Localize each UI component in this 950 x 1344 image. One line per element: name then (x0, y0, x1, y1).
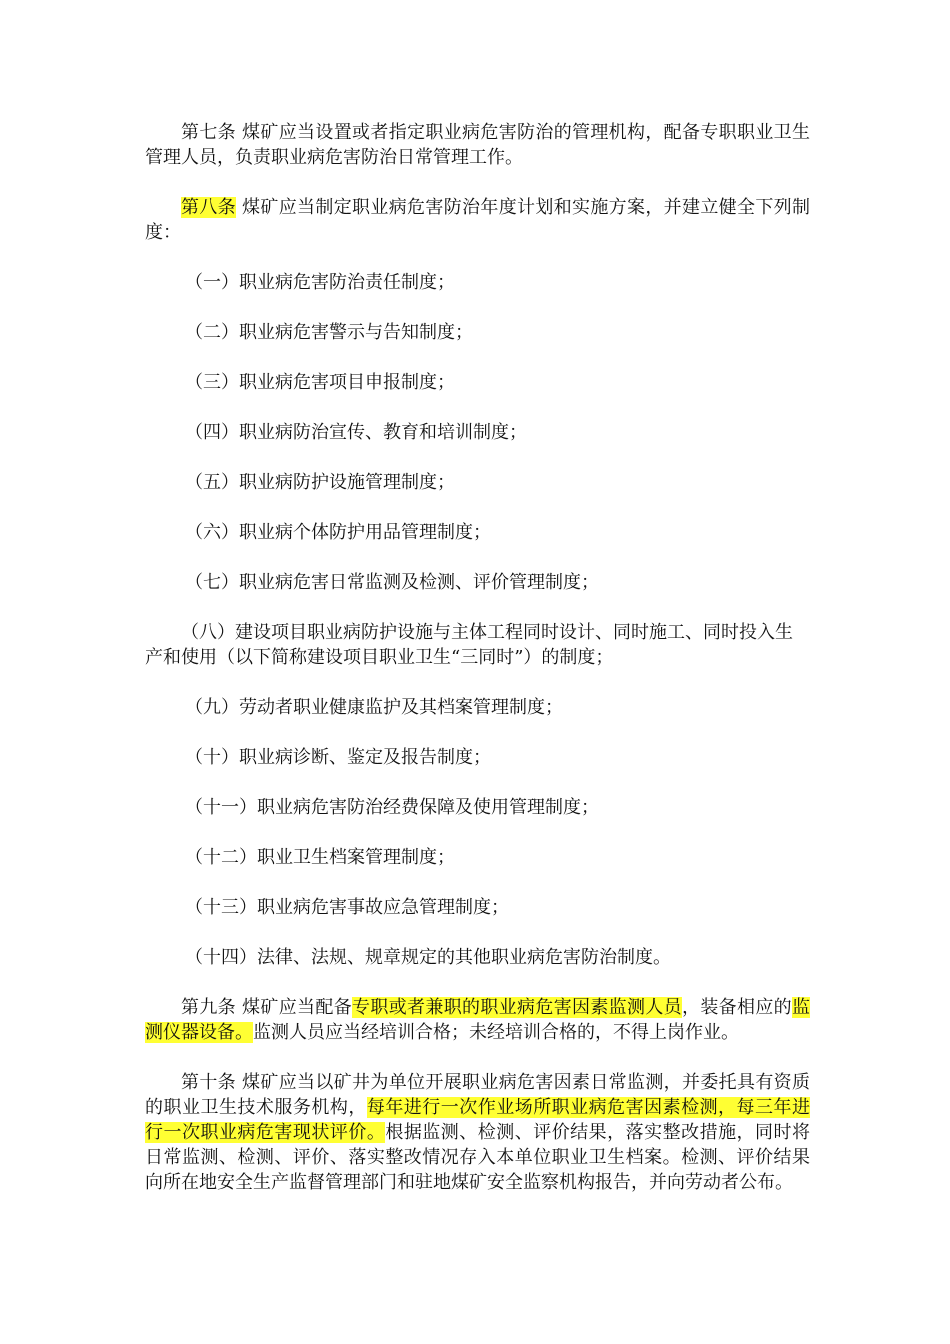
list-item-7: （七）职业病危害日常监测及检测、评价管理制度； (185, 572, 599, 593)
article-9-text-1: 第九条 煤矿应当配备 (181, 997, 353, 1018)
list-item-2: （二）职业病危害警示与告知制度； (185, 322, 473, 343)
list-item-10: （十）职业病诊断、鉴定及报告制度； (185, 747, 491, 768)
article-7 (145, 120, 810, 170)
article-9-text-2: ，装备相应的 (682, 997, 793, 1018)
article-10-text-1: 第十条 煤矿应当以矿井为单位开展职业病危害因素日常监测，并委托具有资质的职业卫生技术服务机构， (145, 1072, 810, 1118)
article-10 (145, 1070, 810, 1195)
article-9 (145, 995, 810, 1045)
list-item-13: （十三）职业病危害事故应急管理制度； (185, 897, 509, 918)
list-item-11: （十一）职业病危害防治经费保障及使用管理制度； (185, 797, 599, 818)
article-8 (145, 195, 810, 245)
article-7-text: 煤矿应当设置或者指定职业病危害防治的管理机构，配备专职职业卫生管理人员，负责职业病危害防治日常管理工作。 (145, 122, 811, 168)
article-10-text-2: 根据监测、检测、评价结果，落实整改措施，同时将日常监测、检测、评价、落实整改情况存入本单位职业卫生档案。检测、评价结果向所在地安全生产监督管理部门和驻地煤矿安全监察机构报告，并向劳动者公布。 (145, 1122, 811, 1193)
article-10-highlight: 每年进行一次作业场所职业病危害因素检测，每三年进行一次职业病危害现状评价。 (145, 1097, 810, 1143)
list-item-3: （三）职业病危害项目申报制度； (185, 372, 455, 393)
list-item-12: （十二）职业卫生档案管理制度； (185, 847, 455, 868)
list-item-9: （九）劳动者职业健康监护及其档案管理制度； (185, 697, 563, 718)
list-item-14: （十四）法律、法规、规章规定的其他职业病危害防治制度。 (185, 947, 671, 968)
list-item-1: （一）职业病危害防治责任制度； (185, 272, 455, 293)
list-item-8: （八）建设项目职业病防护设施与主体工程同时设计、同时施工、同时投入生产和使用（以下简称建设项目职业卫生“三同时”）的制度； (145, 622, 793, 668)
article-7-label: 第七条 (181, 122, 236, 143)
article-9-highlight-2: 监测仪器设备。 (145, 997, 811, 1043)
article-9-highlight-1: 专职或者兼职的职业病危害因素监测人员 (352, 997, 683, 1018)
list-item-4: （四）职业病防治宣传、教育和培训制度； (185, 422, 527, 443)
list-item-5: （五）职业病防护设施管理制度； (185, 472, 455, 493)
list-item-6: （六）职业病个体防护用品管理制度； (185, 522, 491, 543)
article-9-text-3: 监测人员应当经培训合格；未经培训合格的，不得上岗作业。 (253, 1022, 739, 1043)
article-8-text: 煤矿应当制定职业病危害防治年度计划和实施方案，并建立健全下列制度： (145, 197, 811, 243)
document-page (145, 120, 810, 1220)
article-8-label-highlighted: 第八条 (181, 197, 236, 218)
